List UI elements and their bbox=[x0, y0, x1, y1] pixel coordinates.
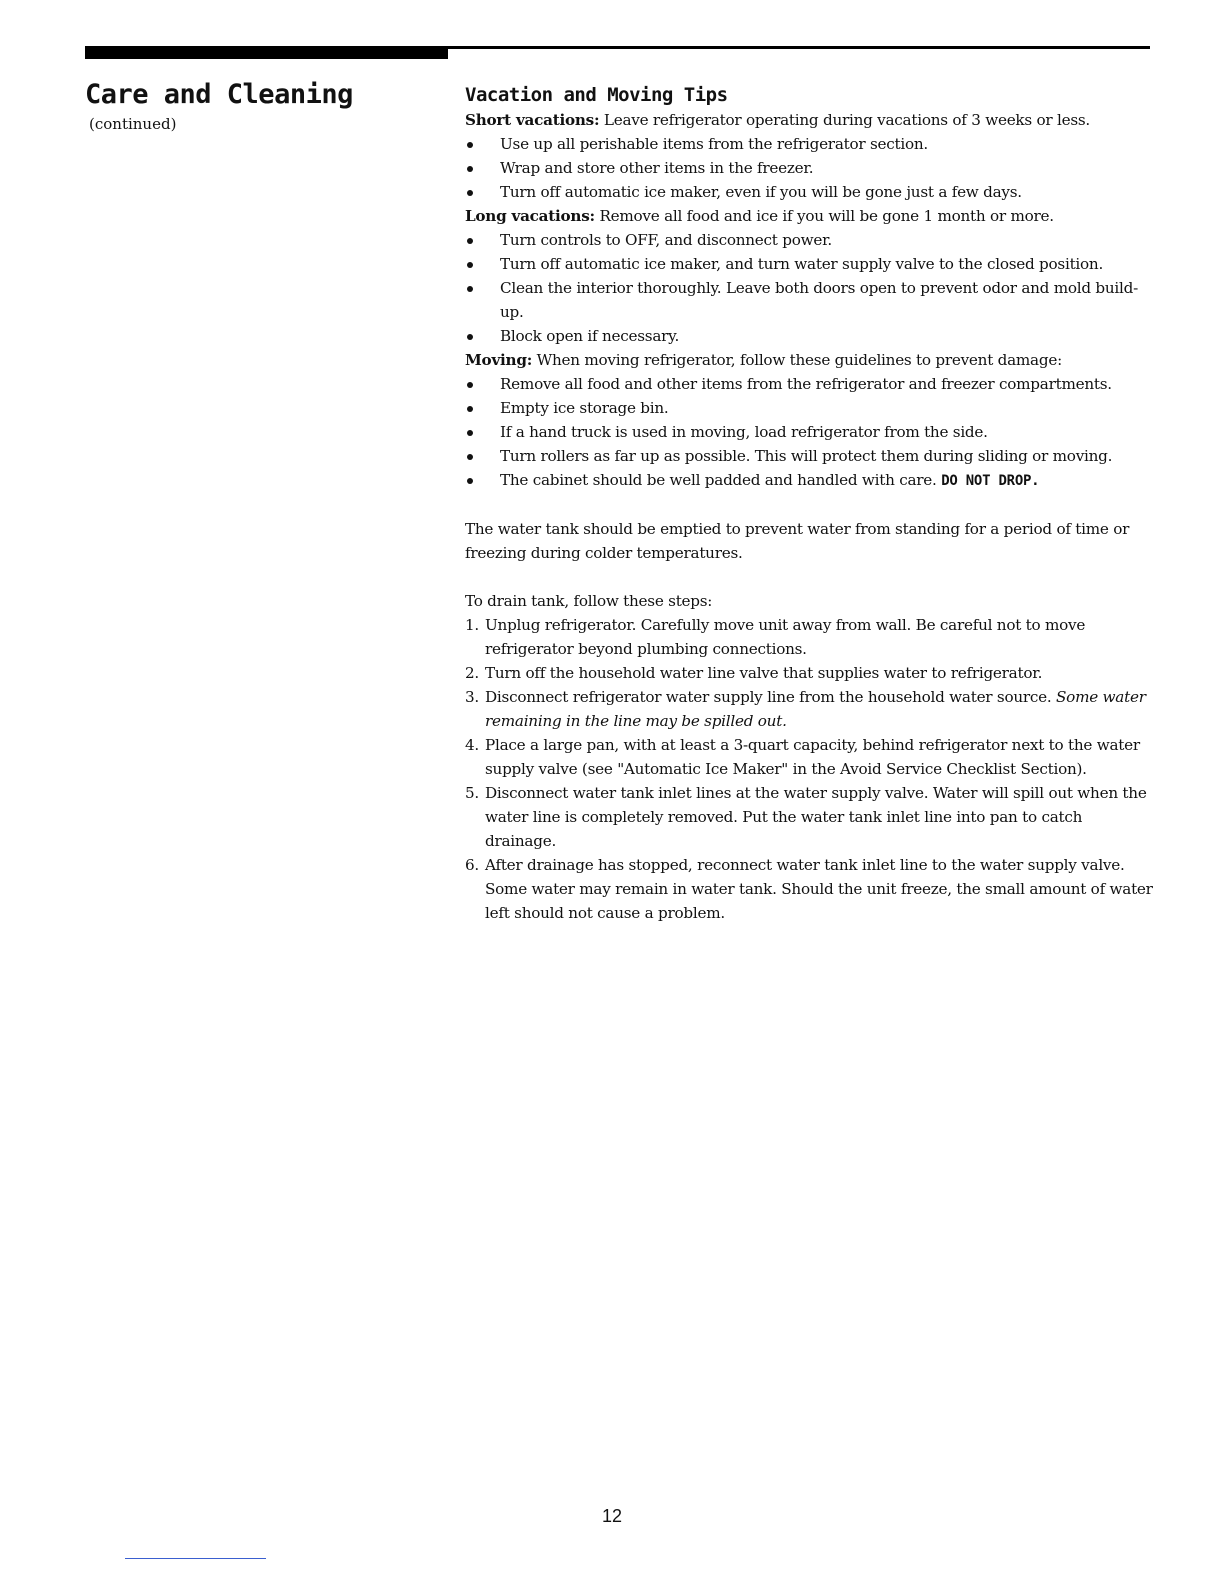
bullet-icon bbox=[467, 478, 473, 484]
drain-intro: To drain tank, follow these steps: bbox=[465, 592, 713, 610]
step-number: 3. bbox=[465, 688, 479, 706]
short-vacations-lead: Short vacations: bbox=[465, 111, 600, 129]
list-item bbox=[465, 324, 1155, 348]
short-vacations-paragraph bbox=[465, 108, 1155, 132]
bullet-icon bbox=[467, 430, 473, 436]
list-item-text: Block open if necessary. bbox=[500, 327, 680, 345]
short-vacations-list bbox=[465, 132, 1155, 204]
list-item bbox=[465, 132, 1155, 156]
list-item bbox=[465, 661, 1155, 685]
list-item bbox=[465, 276, 1155, 324]
step-number: 1. bbox=[465, 616, 479, 634]
bullet-icon bbox=[467, 166, 473, 172]
step-text: Disconnect water tank inlet lines at the water supply valve. Water will spill out when the water line is completely removed. Put the water tank inlet line into pan to catch drainage. bbox=[485, 784, 1147, 850]
bullet-icon bbox=[467, 238, 473, 244]
list-item bbox=[465, 468, 1155, 493]
list-item-text: Remove all food and other items from the refrigerator and freezer compartments. bbox=[500, 375, 1112, 393]
step-number: 4. bbox=[465, 736, 479, 754]
list-item bbox=[465, 613, 1155, 661]
list-item-text: The cabinet should be well padded and handled with care. bbox=[500, 471, 942, 489]
step-text: Turn off the household water line valve that supplies water to refrigerator. bbox=[485, 664, 1043, 682]
step-number: 5. bbox=[465, 784, 479, 802]
list-item bbox=[465, 252, 1155, 276]
list-item bbox=[465, 156, 1155, 180]
long-vacations-paragraph bbox=[465, 204, 1155, 228]
list-item bbox=[465, 444, 1155, 468]
list-item bbox=[465, 733, 1155, 781]
list-item-text: Turn rollers as far up as possible. This will protect them during sliding or moving. bbox=[500, 447, 1113, 465]
drain-steps-list bbox=[465, 613, 1155, 925]
main-column bbox=[465, 82, 1155, 925]
list-item-text: Use up all perishable items from the refrigerator section. bbox=[500, 135, 928, 153]
bullet-icon bbox=[467, 262, 473, 268]
list-item-text: Turn controls to OFF, and disconnect power. bbox=[500, 231, 833, 249]
list-item-text: Turn off automatic ice maker, even if you will be gone just a few days. bbox=[500, 183, 1022, 201]
do-not-drop-warning: DO NOT DROP. bbox=[941, 473, 1040, 489]
bullet-icon bbox=[467, 406, 473, 412]
bullet-icon bbox=[467, 334, 473, 340]
footer-line bbox=[125, 1558, 266, 1559]
header-rule-thick bbox=[85, 46, 448, 59]
tank-paragraph: The water tank should be emptied to prevent water from standing for a period of time or freezing during colder temperatures. bbox=[465, 520, 1130, 562]
spacer bbox=[465, 493, 1155, 517]
spacer bbox=[465, 565, 1155, 589]
main-title: Vacation and Moving Tips bbox=[465, 84, 728, 106]
list-item bbox=[465, 396, 1155, 420]
moving-list bbox=[465, 372, 1155, 493]
bullet-icon bbox=[467, 454, 473, 460]
list-item bbox=[465, 372, 1155, 396]
step-text: Unplug refrigerator. Carefully move unit away from wall. Be careful not to move refrigerator beyond plumbing connections. bbox=[485, 616, 1086, 658]
list-item bbox=[465, 420, 1155, 444]
step-text: After drainage has stopped, reconnect water tank inlet line to the water supply valve. Some water may remain in water tank. Should the unit freeze, the small amount of water left should not cause a problem. bbox=[485, 856, 1153, 922]
list-item bbox=[465, 685, 1155, 733]
short-vacations-text: Leave refrigerator operating during vacations of 3 weeks or less. bbox=[599, 111, 1090, 129]
step-text: Place a large pan, with at least a 3-quart capacity, behind refrigerator next to the water supply valve (see "Automatic Ice Maker" in the Avoid Service Checklist Section). bbox=[485, 736, 1140, 778]
list-item bbox=[465, 228, 1155, 252]
header-rule-thin bbox=[448, 46, 1150, 49]
moving-lead: Moving: bbox=[465, 351, 533, 369]
long-vacations-lead: Long vacations: bbox=[465, 207, 595, 225]
section-subtitle: (continued) bbox=[89, 115, 177, 133]
step-note: Some water remaining in the line may be spilled out. bbox=[485, 688, 1146, 730]
section-title: Care and Cleaning bbox=[85, 79, 353, 110]
list-item-text: Empty ice storage bin. bbox=[500, 399, 669, 417]
step-number: 6. bbox=[465, 856, 479, 874]
long-vacations-text: Remove all food and ice if you will be gone 1 month or more. bbox=[594, 207, 1054, 225]
left-column bbox=[85, 78, 425, 134]
list-item-text: Clean the interior thoroughly. Leave both doors open to prevent odor and mold build-up. bbox=[500, 279, 1138, 321]
bullet-icon bbox=[467, 382, 473, 388]
bullet-icon bbox=[467, 190, 473, 196]
page-number: 12 bbox=[601, 1506, 623, 1526]
list-item bbox=[465, 180, 1155, 204]
long-vacations-list bbox=[465, 228, 1155, 348]
list-item bbox=[465, 781, 1155, 853]
bullet-icon bbox=[467, 142, 473, 148]
step-text: Disconnect refrigerator water supply line from the household water source. bbox=[485, 688, 1057, 706]
bullet-icon bbox=[467, 286, 473, 292]
moving-paragraph bbox=[465, 348, 1155, 372]
step-number: 2. bbox=[465, 664, 479, 682]
list-item bbox=[465, 853, 1155, 925]
moving-text: When moving refrigerator, follow these guidelines to prevent damage: bbox=[532, 351, 1062, 369]
list-item-text: Turn off automatic ice maker, and turn water supply valve to the closed position. bbox=[500, 255, 1104, 273]
list-item-text: If a hand truck is used in moving, load refrigerator from the side. bbox=[500, 423, 988, 441]
list-item-text: Wrap and store other items in the freezer. bbox=[500, 159, 814, 177]
